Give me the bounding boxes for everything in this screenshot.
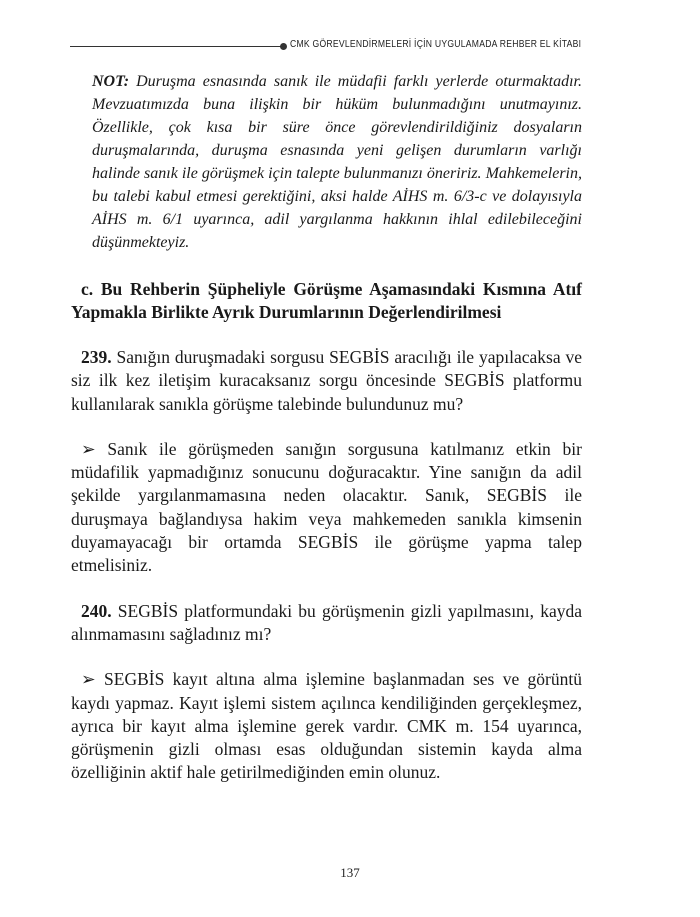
running-header: [70, 38, 582, 54]
question-text-239: Sanığın duruşmadaki sorgusu SEGBİS aracılığı ile yapılacaksa ve siz ilk kez iletişim kuracaksanız sorgu öncesinde SEGBİS platformu kullanılarak sanıkla görüşme talebinde bulundunuz mu?: [71, 347, 582, 414]
arrow-bullet-icon: ➢: [81, 669, 96, 690]
answer-text-240: SEGBİS kayıt altına alma işlemine başlanmadan ses ve görüntü kaydı yapmaz. Kayıt işlemi sistem açılınca kendiliğinden gerçekleşmez, ayrıca bir kayıt alma işlemine gerek vardır. CMK m. 154 uyarınca, görüşmenin gizli olması esas olduğundan sistemin kayda alma özelliğinin aktif hale getirilmediğinden emin olunuz.: [71, 669, 582, 783]
answer-text-239: Sanık ile görüşmeden sanığın sorgusuna katılmanız etkin bir müdafilik yapmadığınız sonucunu doğuracaktır. Yine sanığın da adil şekilde yargılanmamasına neden olacaktır. Sanık, SEGBİS ile duruşmaya bağlandıysa hakim veya mahkemeden sanıkla kimsenin duyamayacağı bir ortamda SEGBİS ile görüşme yapma talep etmelisiniz.: [71, 438, 582, 576]
note-paragraph: [92, 70, 582, 254]
section-heading: [71, 278, 582, 324]
question-number-239: 239.: [81, 347, 112, 367]
answer-240: [71, 668, 582, 784]
question-number-240: 240.: [81, 600, 112, 621]
header-rule: [70, 46, 282, 47]
running-title: CMK GÖREVLENDİRMELERİ İÇİN UYGULAMADA REHBER EL KİTABI: [290, 38, 582, 50]
section-heading-text: c. Bu Rehberin Şüpheliyle Görüşme Aşamasındaki Kısmına Atıf Yapmakla Birlikte Ayrık Durumlarının Değerlendirilmesi: [71, 279, 582, 322]
page-number: 137: [340, 865, 360, 880]
note-label: NOT:: [92, 73, 130, 90]
question-240: [71, 600, 582, 647]
question-239: [71, 346, 582, 416]
answer-239: [71, 438, 582, 578]
arrow-bullet-icon: ➢: [81, 438, 96, 459]
note-text: Duruşma esnasında sanık ile müdafii farklı yerlerde oturmaktadır. Mevzuatımızda buna ilişkin bir hüküm bulunmadığını unutmayınız. Özellikle, çok kısa bir süre önce görevlendirildiğiniz dosyaların duruşmalarında, duruşma esnasında yeni gelişen durumların varlığı halinde sanık ile görüşmek için talepte bulunmanızı öneririz. Mahkemelerin, bu talebi kabul etmesi gerektiğini, aksi halde AİHS m. 6/3-c ve dolayısıyla AİHS m. 6/1 uyarınca, adil yargılanma hakkının ihlal edilebileceğini düşünmekteyiz.: [92, 73, 582, 251]
header-bullet-dot: [280, 43, 287, 50]
question-text-240: SEGBİS platformundaki bu görüşmenin gizli yapılmasını, kayda alınmamasını sağladınız mı?: [71, 600, 582, 644]
page-body: [71, 70, 582, 785]
